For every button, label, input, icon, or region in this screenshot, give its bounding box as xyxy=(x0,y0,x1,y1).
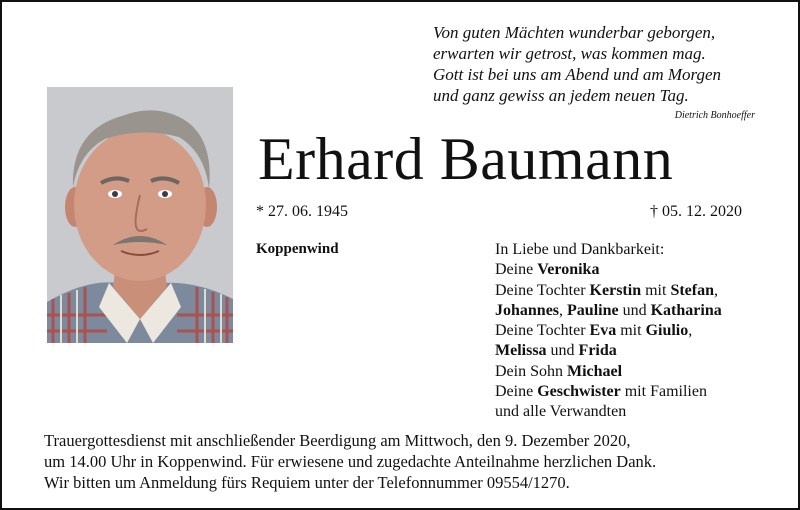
mourner-text: Deine xyxy=(495,383,538,401)
mourner-text: und alle Verwandten xyxy=(495,403,627,421)
mourner-name: Stefan xyxy=(670,281,714,299)
mourner-name: Kerstin xyxy=(589,281,642,299)
funeral-notice xyxy=(44,430,784,493)
mourner-line xyxy=(495,281,785,301)
mourner-name: Michael xyxy=(567,362,623,380)
mourner-text: mit Familien xyxy=(620,383,707,401)
mourner-name: Katharina xyxy=(650,301,722,319)
mourner-text: , xyxy=(559,301,568,319)
notice-line: Wir bitten um Anmeldung fürs Requiem unter der Telefonnummer 09554/1270. xyxy=(44,473,570,492)
poem-line: Gott ist bei uns am Abend und am Morgen xyxy=(433,65,722,84)
mourner-line xyxy=(495,402,785,422)
notice-line: um 14.00 Uhr in Koppenwind. Für erwiesene und zugedachte Anteilnahme herzlichen Dank. xyxy=(44,452,657,471)
poem xyxy=(433,22,773,106)
mourner-text: mit xyxy=(641,281,671,299)
mourners-list xyxy=(495,240,785,423)
mourner-text: Deine Tochter xyxy=(495,281,590,299)
birth-date: * 27. 06. 1945 xyxy=(256,203,348,220)
mourner-text: Deine Tochter xyxy=(495,322,590,340)
mourner-text: Deine xyxy=(495,261,538,279)
mourner-line xyxy=(495,321,785,341)
poem-author: Dietrich Bonhoeffer xyxy=(674,110,755,121)
mourner-name: Pauline xyxy=(567,301,619,319)
mourner-line xyxy=(495,362,785,382)
death-date: † 05. 12. 2020 xyxy=(650,203,742,220)
mourner-name: Melissa xyxy=(495,342,547,360)
mourner-text: und xyxy=(618,301,651,319)
mourner-text: , xyxy=(714,281,718,299)
mourner-name: Eva xyxy=(589,322,617,340)
poem-line: erwarten wir getrost, was kommen mag. xyxy=(433,44,706,63)
mourner-line xyxy=(495,341,785,361)
deceased-name: Erhard Baumann xyxy=(258,126,674,192)
mourner-name: Geschwister xyxy=(537,383,621,401)
portrait-photo xyxy=(47,87,233,343)
poem-line: Von guten Mächten wunderbar geborgen, xyxy=(433,23,716,42)
mourner-name: Frida xyxy=(578,342,617,360)
mourner-line xyxy=(495,382,785,402)
mourner-lines xyxy=(495,260,785,422)
mourner-line xyxy=(495,260,785,280)
mourner-text: mit xyxy=(616,322,646,340)
mourner-line xyxy=(495,301,785,321)
mourner-text: , xyxy=(688,322,693,340)
notice-line: Trauergottesdienst mit anschließender Beerdigung am Mittwoch, den 9. Dezember 2020, xyxy=(44,431,631,450)
mourner-text: Dein Sohn xyxy=(495,362,567,380)
mourner-name: Veronika xyxy=(537,261,600,279)
poem-line: und ganz gewiss an jedem neuen Tag. xyxy=(433,86,689,105)
mourner-name: Giulio xyxy=(645,322,689,340)
mourner-text: und xyxy=(546,342,579,360)
mourner-name: Johannes xyxy=(495,301,560,319)
home-town: Koppenwind xyxy=(256,241,339,257)
mourners-intro: In Liebe und Dankbarkeit: xyxy=(495,241,665,258)
